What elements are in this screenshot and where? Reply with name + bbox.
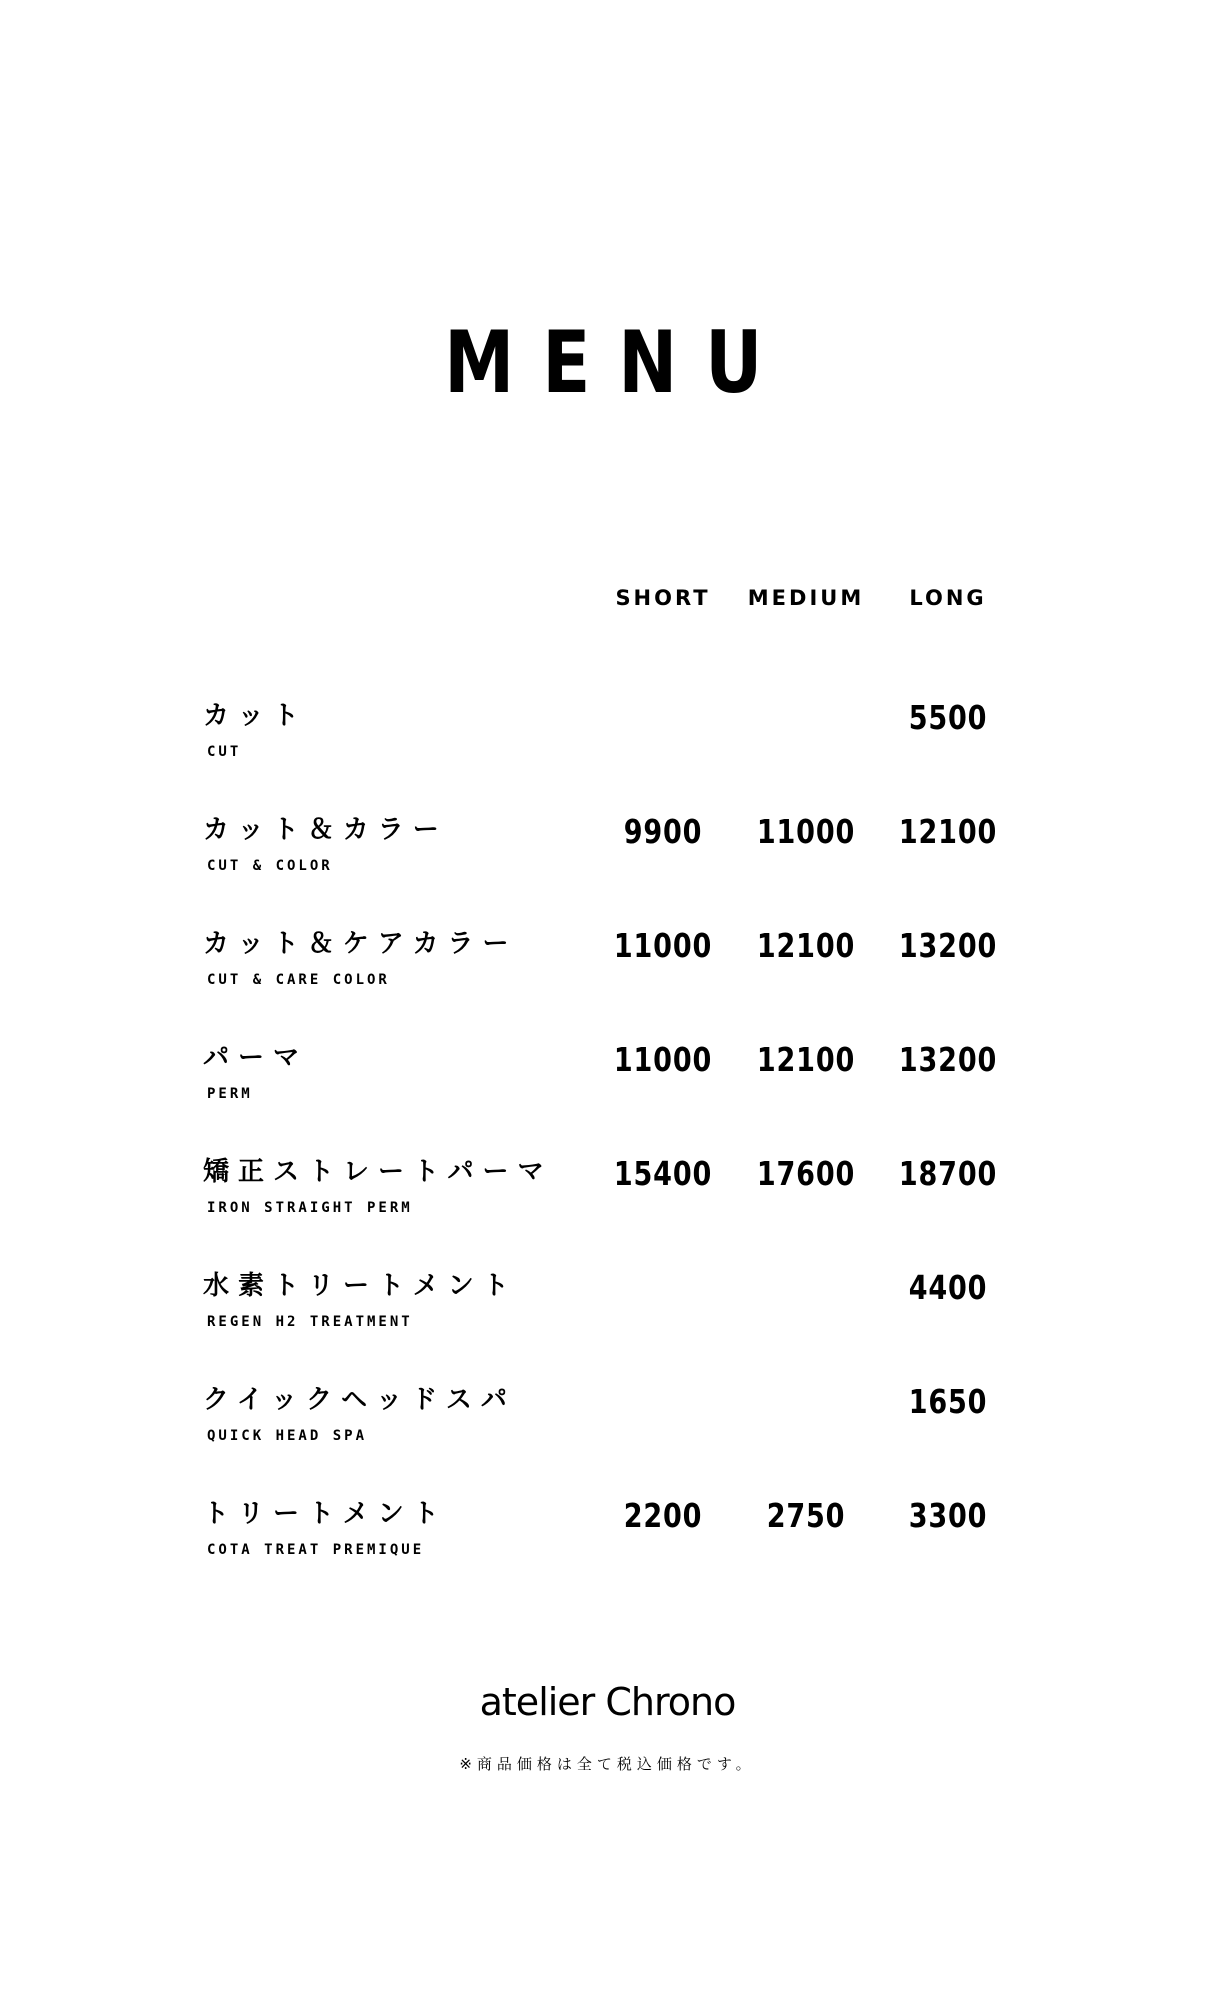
- menu-row: [0, 812, 1215, 917]
- price-medium: 2750: [766, 1496, 846, 1535]
- menu-row: [0, 1496, 1215, 1601]
- item-name-ja: カット＆ケアカラー: [203, 929, 518, 959]
- menu-title: MENU: [444, 313, 791, 413]
- item-name-en: REGEN H2 TREATMENT: [207, 1314, 413, 1330]
- item-name-en: CUT & CARE COLOR: [207, 972, 390, 988]
- menu-row: [0, 1268, 1215, 1373]
- item-name-en: COTA TREAT PREMIQUE: [207, 1542, 425, 1558]
- item-name-ja: カット: [203, 701, 308, 731]
- menu-row: [0, 698, 1215, 803]
- price-short: 15400: [613, 1154, 713, 1193]
- price-long: 18700: [898, 1154, 998, 1193]
- item-name-en: CUT: [207, 744, 242, 760]
- brand-logo-text: atelier Chrono: [479, 1680, 736, 1724]
- price-long: 4400: [908, 1268, 988, 1307]
- price-long: 13200: [898, 926, 998, 965]
- column-header-short: SHORT: [615, 586, 711, 610]
- item-name-ja: トリートメント: [203, 1499, 448, 1529]
- item-name-ja: 矯正ストレートパーマ: [203, 1157, 553, 1187]
- price-medium: 11000: [756, 812, 856, 851]
- price-long: 1650: [908, 1382, 988, 1421]
- item-name-en: CUT & COLOR: [207, 858, 333, 874]
- price-short: 2200: [623, 1496, 703, 1535]
- item-name-en: PERM: [207, 1086, 253, 1102]
- menu-row: [0, 1154, 1215, 1259]
- price-long: 13200: [898, 1040, 998, 1079]
- price-short: 11000: [613, 926, 713, 965]
- item-name-ja: パーマ: [203, 1043, 309, 1073]
- price-short: 11000: [613, 1040, 713, 1079]
- item-name-en: IRON STRAIGHT PERM: [207, 1200, 413, 1216]
- column-header-medium: MEDIUM: [747, 586, 865, 610]
- item-name-en: QUICK HEAD SPA: [207, 1428, 368, 1444]
- tax-note: ※商品価格は全て税込価格です。: [459, 1755, 756, 1773]
- menu-row: [0, 1382, 1215, 1487]
- price-long: 12100: [898, 812, 998, 851]
- item-name-ja: クイックヘッドスパ: [203, 1385, 516, 1415]
- price-long: 3300: [908, 1496, 988, 1535]
- item-name-ja: カット＆カラー: [203, 815, 448, 845]
- price-short: 9900: [623, 812, 703, 851]
- price-medium: 17600: [756, 1154, 856, 1193]
- price-long: 5500: [908, 698, 988, 737]
- menu-row: [0, 1040, 1215, 1145]
- menu-row: [0, 926, 1215, 1031]
- item-name-ja: 水素トリートメント: [203, 1271, 518, 1301]
- price-medium: 12100: [756, 1040, 856, 1079]
- price-medium: 12100: [756, 926, 856, 965]
- column-header-long: LONG: [909, 586, 987, 610]
